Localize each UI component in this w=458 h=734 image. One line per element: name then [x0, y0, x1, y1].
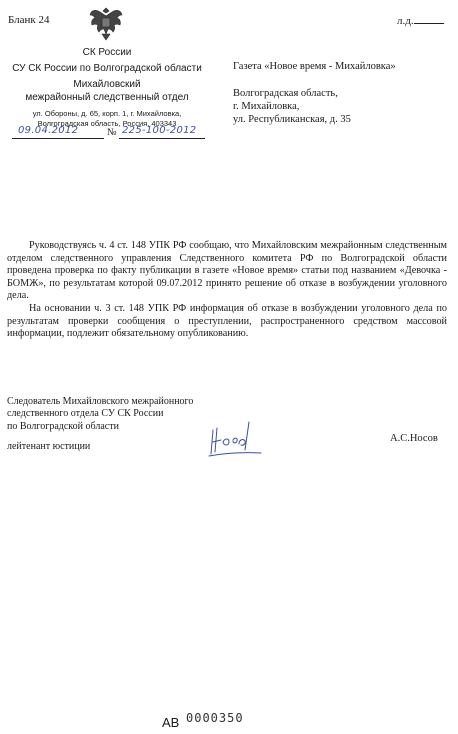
outgoing-number-field	[119, 127, 205, 139]
body-paragraph-1: Руководствуясь ч. 4 ст. 148 УПК РФ сообщаю, что Михайловским межрайонным следственным отделом следственного управления Следственного комитета РФ по Волгоградской области проведена проверка по факту публикации в газете «Новое время» статьи под названием «Девочка - БОМЖ», по результатам которой 09.07.2012 принято решение об отказе в возбуждении уголовного дела.	[7, 240, 447, 302]
sender-address-1: ул. Обороны, д. 65, корп. 1, г. Михайловка,	[32, 109, 182, 118]
sender-block	[12, 46, 202, 129]
outgoing-date-field	[12, 127, 104, 139]
recipient-address-2: г. Михайловка,	[233, 101, 300, 112]
case-label: л.д.	[397, 15, 414, 27]
blank-series: АВ	[162, 715, 180, 730]
recipient-block	[233, 60, 396, 126]
signer-line-1: Следователь Михайловского межрайонного	[7, 396, 194, 407]
signer-rank: лейтенант юстиции	[7, 441, 91, 453]
body-paragraph-2: На основании ч. 3 ст. 148 УПК РФ информация об отказе в возбуждении уголовного дела по результатам проверки сообщения о преступлении, распространенного средством массовой информации, подлежит обязательному опубликованию.	[7, 302, 447, 340]
sender-org-1: СК России	[82, 47, 132, 58]
signer-line-3: по Волгоградской области	[7, 420, 119, 432]
sender-dept-1: Михайловский	[73, 79, 141, 90]
case-number-blank	[414, 14, 444, 24]
outgoing-date-handwritten: 09.04.2012	[18, 125, 79, 136]
coat-of-arms-icon	[89, 4, 123, 42]
number-prefix: №	[107, 127, 117, 138]
handwritten-signature	[205, 418, 265, 462]
recipient-address-3: ул. Республиканская, д. 35	[233, 114, 351, 125]
sender-dept-2: межрайонный следственный отдел	[25, 92, 189, 103]
recipient-address-1: Волгоградская область,	[233, 88, 338, 99]
sender-address-2: Волгоградская область, Россия, 403343	[37, 119, 177, 128]
form-label: Бланк 24	[8, 14, 50, 26]
signer-block	[7, 396, 193, 454]
outgoing-number-handwritten: 225-100-2012	[122, 125, 197, 136]
letter-body	[7, 240, 447, 341]
recipient-name: Газета «Новое время - Михайловка»	[233, 61, 396, 72]
case-number-field	[397, 14, 444, 27]
signer-line-2: следственного отдела СУ СК России	[7, 408, 164, 420]
sender-org-2: СУ СК России по Волгоградской области	[12, 63, 202, 74]
blank-serial-number: 0000350	[186, 711, 244, 725]
signer-name: А.С.Носов	[390, 433, 438, 444]
